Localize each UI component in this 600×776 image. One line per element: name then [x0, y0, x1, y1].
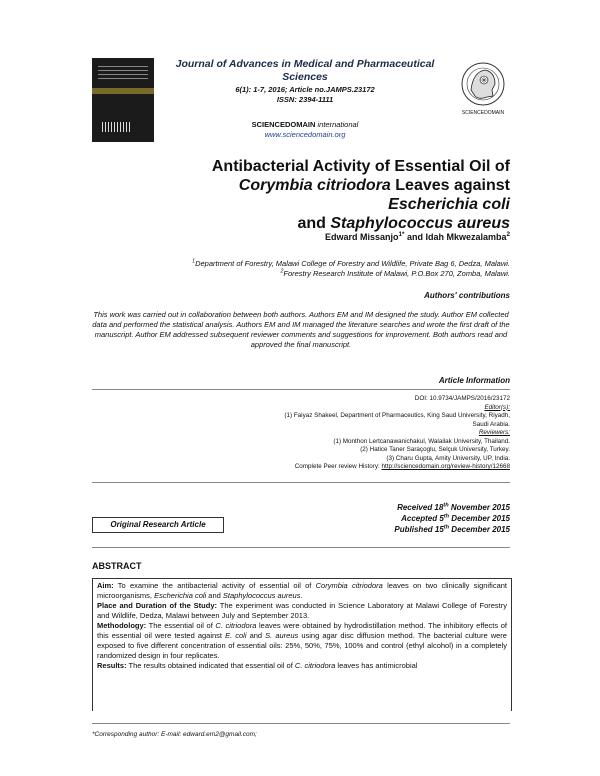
title-line-1: Antibacterial Activity of Essential Oil of [211, 158, 510, 175]
results-text: leaves has antimicrobial [335, 661, 418, 670]
journal-cover-image [92, 58, 154, 142]
title-species-3: Staphylococcus aureus [330, 215, 510, 232]
published-text: Published 15 [394, 525, 444, 534]
aim-text: leaves on two clinically significant microorganisms, [97, 581, 508, 600]
accepted-date [300, 513, 510, 524]
results-species: C. citriodora [294, 661, 336, 670]
reviewers-label: Reviewers: [478, 429, 510, 436]
method-label: Methodology: [97, 621, 147, 630]
aim-species: Escherichia coli [154, 591, 207, 600]
contributions-heading: Authors' contributions [424, 291, 510, 300]
author-1-sup: 1* [398, 231, 405, 238]
method-species: C. citriodora [215, 621, 257, 630]
footnote-divider [92, 723, 510, 724]
results-text: The results obtained indicated that essential oil of [126, 661, 295, 670]
sciencedomain-logo [459, 60, 507, 120]
affiliation-2 [100, 269, 510, 279]
accepted-text: Accepted 5 [401, 514, 444, 523]
received-rest: November 2015 [448, 503, 510, 512]
journal-name: Journal of Advances in Medical and Pharmaceutical Sciences [175, 58, 435, 83]
journal-issn: ISSN: 2394-1111 [276, 95, 334, 104]
publisher-name: SCIENCEDOMAIN [251, 120, 316, 129]
abstract-aim [97, 581, 507, 601]
affiliations [100, 259, 510, 279]
reviewer-2: (2) Hatice Taner Saraçoglu, Selçuk University, Turkey. [360, 446, 510, 453]
published-date [300, 524, 510, 535]
article-info-heading: Article Information [438, 376, 510, 385]
title-text-and: and [297, 215, 331, 232]
article-info [200, 395, 510, 472]
place-label: Place and Duration of the Study: [97, 601, 218, 610]
reviewer-1: (1) Monthon Lertcanawanichakul, Walailak University, Thailand. [333, 437, 510, 445]
author-2: Idah Mkwezalamba [425, 232, 507, 242]
abstract-methodology [97, 621, 507, 661]
method-text: leaves were obtained by hydrodistillation method. The inhibitory effects of this essential oil were tested against [97, 621, 507, 640]
method-text: using agar disc diffusion method. The bacterial culture were exposed to five different concentration of essential oils: 25%, 50%, 75%, 100% and control (ethyl alcohol) in a completely randomized design in four replicates. [97, 631, 507, 660]
method-text: The essential oil of [146, 621, 216, 630]
logo-caption: SCIENCEDOMAIN [461, 110, 505, 116]
editor-1: (1) Faiyaz Shakeel, Department of Pharmaceutics, King Saud University, Riyadh, [284, 412, 510, 419]
results-label: Results: [97, 661, 127, 670]
aim-text: To examine the antibacterial activity of essential oil of [113, 581, 316, 590]
abstract-box [92, 578, 512, 711]
editor-1-country: Saudi Arabia. [472, 420, 510, 428]
affiliation-1-sup: 1 [192, 258, 196, 265]
review-history-link[interactable]: http://sciencedomain.org/review-history/12668 [381, 463, 510, 470]
author-1: Edward Missanjo [324, 232, 399, 242]
journal-volume: 6(1): 1-7, 2016; Article no.JAMPS.23172 [235, 85, 375, 94]
divider [92, 389, 510, 390]
abstract-results [97, 661, 507, 671]
title-text: Leaves against [390, 177, 510, 194]
method-species: E. coli [225, 631, 247, 640]
corresponding-author-footnote: *Corresponding author: E-mail: edward.em2@gmail.com; [92, 731, 257, 738]
article-type-badge: Original Research Article [92, 517, 224, 533]
accepted-rest: December 2015 [449, 514, 510, 523]
publisher-block [160, 120, 450, 140]
accepted-sup: th [443, 513, 450, 520]
published-sup: th [443, 524, 450, 531]
contributions-text: This work was carried out in collaboration between both authors. Authors EM and IM designed the study. Author EM collected data and performed the statistical analysis. Authors EM and IM managed the literature searches and wrote the first draft of the manuscript. Author EM addressed subsequent reviewer comments and suggestions for improvement. Both authors read and approved the final manuscript. [92, 310, 510, 349]
journal-meta [160, 85, 450, 105]
publisher-suffix: international [317, 120, 359, 129]
abstract-place [97, 601, 507, 621]
divider [92, 482, 510, 483]
author-2-sup: 2 [506, 231, 510, 238]
title-species-1: Corymbia citriodora [238, 177, 391, 194]
review-history-label: Complete Peer review History: [294, 463, 382, 470]
reviewer-3: (3) Charu Gupta, Amity University, UP, India. [386, 454, 510, 462]
published-rest: December 2015 [449, 525, 510, 534]
paper-title [170, 157, 510, 233]
doi: DOI: 10.9734/JAMPS/2016/23172 [414, 395, 510, 402]
affiliation-1 [100, 259, 510, 269]
title-line-3 [170, 214, 510, 233]
affiliation-1-text: Department of Forestry, Malawi College of Forestry and Wildlife, Private Bag 6, Dedza, Malawi. [195, 259, 510, 268]
title-species-2: Escherichia coli [388, 196, 510, 213]
review-history [200, 463, 510, 472]
abstract-heading: ABSTRACT [92, 561, 142, 571]
dates-block [300, 502, 510, 535]
received-date [300, 502, 510, 513]
method-text: and [246, 631, 266, 640]
divider [92, 547, 510, 548]
received-sup: th [443, 502, 449, 509]
editors-label: Editor(s): [484, 403, 510, 411]
place-text: The experiment was conducted in Science Laboratory at Malawi College of Forestry and Wildlife, Dedza, Malawi between July and September 2013. [97, 601, 507, 620]
author-list [200, 232, 510, 242]
aim-species: Staphylococcus aureus [222, 591, 301, 600]
publisher-url[interactable]: www.sciencedomain.org [264, 130, 346, 139]
received-text: Received 18 [397, 503, 444, 512]
affiliation-2-sup: 2 [280, 268, 284, 275]
title-line-2 [170, 176, 510, 214]
author-and: and [404, 232, 426, 242]
aim-text: . [300, 591, 303, 600]
aim-label: Aim: [97, 581, 114, 590]
affiliation-2-text: Forestry Research Institute of Malawi, P.O.Box 270, Zomba, Malawi. [283, 269, 510, 278]
aim-species: Corymbia citriodora [315, 581, 383, 590]
method-species: S. aureus [265, 631, 299, 640]
aim-text: and [206, 591, 223, 600]
